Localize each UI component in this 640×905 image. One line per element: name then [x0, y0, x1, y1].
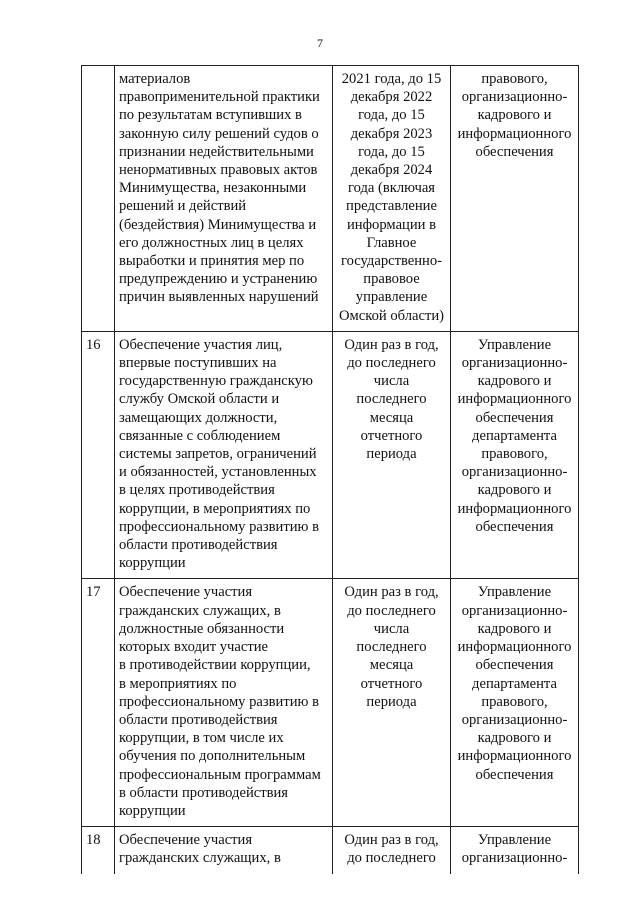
table-row	[82, 331, 579, 579]
table-row	[82, 66, 579, 332]
responsible-cell: правового, организационно- кадрового и информационного обеспечения	[451, 66, 579, 332]
row-number-cell: 17	[82, 579, 115, 827]
responsible-cell: Управление организационно- кадрового и информационного обеспечения департамента правового, организационно- кадрового и информационного обеспечения	[451, 579, 579, 827]
row-number-cell: 16	[82, 331, 115, 579]
page-number: 7	[317, 36, 323, 50]
activity-cell: Обеспечение участия гражданских служащих, в	[115, 827, 333, 874]
activity-cell: Обеспечение участия гражданских служащих, в должностные обязанности которых входит участие в противодействии коррупции, в мероприятиях по профессиональному развитию в области противодействия коррупции, в том числе их обучения по дополнительным профессиональным программам в области противодействия коррупции	[115, 579, 333, 827]
responsible-cell: Управление организационно-	[451, 827, 579, 874]
deadline-cell: Один раз в год, до последнего	[333, 827, 451, 874]
deadline-cell: 2021 года, до 15 декабря 2022 года, до 15 декабря 2023 года, до 15 декабря 2024 года (включая представление информации в Главное государственно- правовое управление Омской области)	[333, 66, 451, 332]
row-number-cell	[82, 66, 115, 332]
deadline-cell: Один раз в год, до последнего числа последнего месяца отчетного периода	[333, 579, 451, 827]
activity-cell: материалов правоприменительной практики по результатам вступивших в законную силу решений судов о признании недействительными ненормативных правовых актов Минимущества, незаконными решений и действий (бездействия) Минимущества и его должностных лиц в целях выработки и принятия мер по предупреждению и устранению причин выявленных нарушений	[115, 66, 333, 332]
measures-table	[81, 65, 579, 874]
table-row	[82, 579, 579, 827]
table-row	[82, 827, 579, 874]
row-number-cell: 18	[82, 827, 115, 874]
activity-cell: Обеспечение участия лиц, впервые поступивших на государственную гражданскую службу Омской области и замещающих должности, связанные с соблюдением системы запретов, ограничений и обязанностей, установленных в целях противодействия коррупции, в мероприятиях по профессиональному развитию в области противодействия коррупции	[115, 331, 333, 579]
deadline-cell: Один раз в год, до последнего числа последнего месяца отчетного периода	[333, 331, 451, 579]
responsible-cell: Управление организационно- кадрового и информационного обеспечения департамента правового, организационно- кадрового и информационного обеспечения	[451, 331, 579, 579]
